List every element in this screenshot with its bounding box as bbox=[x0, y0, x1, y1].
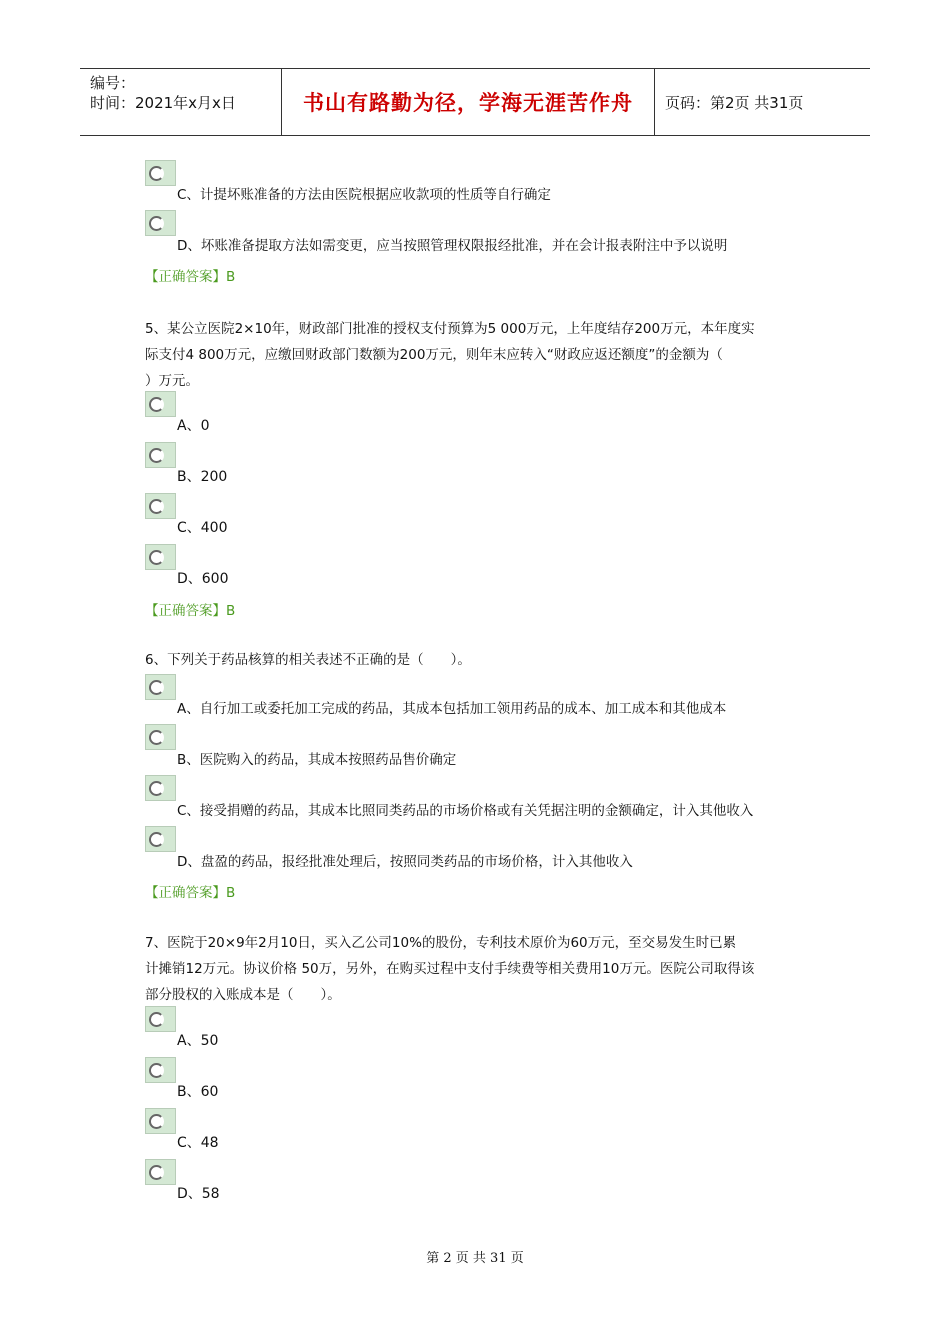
option-c: C、接受捐赠的药品，其成本比照同类药品的市场价格或有关凭据注明的金额确定，计入其他收入 bbox=[177, 803, 754, 819]
header-meta bbox=[80, 69, 282, 135]
radio-button[interactable] bbox=[145, 1159, 176, 1185]
time-label: 时间：2021年x月x日 bbox=[90, 94, 236, 112]
question-line: 计摊销12万元。协议价格 50万，另外，在购买过程中支付手续费等相关费用10万元。医院公司取得该 bbox=[145, 961, 755, 977]
radio-button[interactable] bbox=[145, 674, 176, 700]
question-7 bbox=[145, 930, 815, 1008]
correct-answer: 【正确答案】B bbox=[145, 885, 236, 901]
question-line: 6、下列关于药品核算的相关表述不正确的是（ ）。 bbox=[145, 652, 471, 668]
radio-button[interactable] bbox=[145, 1057, 176, 1083]
question-line: 际支付4 800万元，应缴回财政部门数额为200万元，则年末应转入“财政应返还额度”的金额为（ bbox=[145, 347, 723, 363]
option-d: D、58 bbox=[177, 1186, 220, 1202]
radio-button[interactable] bbox=[145, 160, 176, 186]
radio-button[interactable] bbox=[145, 1006, 176, 1032]
option-c: C、400 bbox=[177, 520, 228, 536]
radio-button[interactable] bbox=[145, 493, 176, 519]
page-footer: 第 2 页 共 31 页 bbox=[426, 1251, 524, 1266]
radio-button[interactable] bbox=[145, 210, 176, 236]
option-b: B、医院购入的药品，其成本按照药品售价确定 bbox=[177, 752, 457, 768]
correct-answer: 【正确答案】B bbox=[145, 603, 236, 619]
motto: 书山有路勤为径，学海无涯苦作舟 bbox=[282, 69, 655, 135]
correct-answer: 【正确答案】B bbox=[145, 269, 236, 285]
radio-button[interactable] bbox=[145, 1108, 176, 1134]
question-line: ）万元。 bbox=[145, 373, 199, 389]
radio-button[interactable] bbox=[145, 442, 176, 468]
option-c: C、计提坏账准备的方法由医院根据应收款项的性质等自行确定 bbox=[177, 187, 551, 203]
number-label: 编号： bbox=[90, 74, 136, 92]
option-a: A、0 bbox=[177, 418, 210, 434]
option-d: D、坏账准备提取方法如需变更，应当按照管理权限报经批准，并在会计报表附注中予以说明 bbox=[177, 238, 728, 254]
option-c: C、48 bbox=[177, 1135, 219, 1151]
radio-button[interactable] bbox=[145, 391, 176, 417]
radio-button[interactable] bbox=[145, 826, 176, 852]
option-a: A、自行加工或委托加工完成的药品，其成本包括加工领用药品的成本、加工成本和其他成本 bbox=[177, 701, 727, 717]
question-line: 7、医院于20×9年2月10日，买入乙公司10%的股份，专利技术原价为60万元，至交易发生时已累 bbox=[145, 935, 737, 951]
option-a: A、50 bbox=[177, 1033, 219, 1049]
page-header bbox=[80, 68, 870, 136]
question-6 bbox=[145, 647, 815, 673]
page-indicator: 页码：第2页 共31页 bbox=[665, 93, 804, 112]
question-line: 部分股权的入账成本是（ ）。 bbox=[145, 987, 341, 1003]
option-d: D、盘盈的药品，报经批准处理后，按照同类药品的市场价格，计入其他收入 bbox=[177, 854, 633, 870]
question-5 bbox=[145, 316, 815, 394]
option-b: B、200 bbox=[177, 469, 228, 485]
radio-button[interactable] bbox=[145, 544, 176, 570]
radio-button[interactable] bbox=[145, 775, 176, 801]
question-line: 5、某公立医院2×10年，财政部门批准的授权支付预算为5 000万元，上年度结存200万元，本年度实 bbox=[145, 321, 755, 337]
radio-button[interactable] bbox=[145, 724, 176, 750]
option-d: D、600 bbox=[177, 571, 229, 587]
option-b: B、60 bbox=[177, 1084, 219, 1100]
